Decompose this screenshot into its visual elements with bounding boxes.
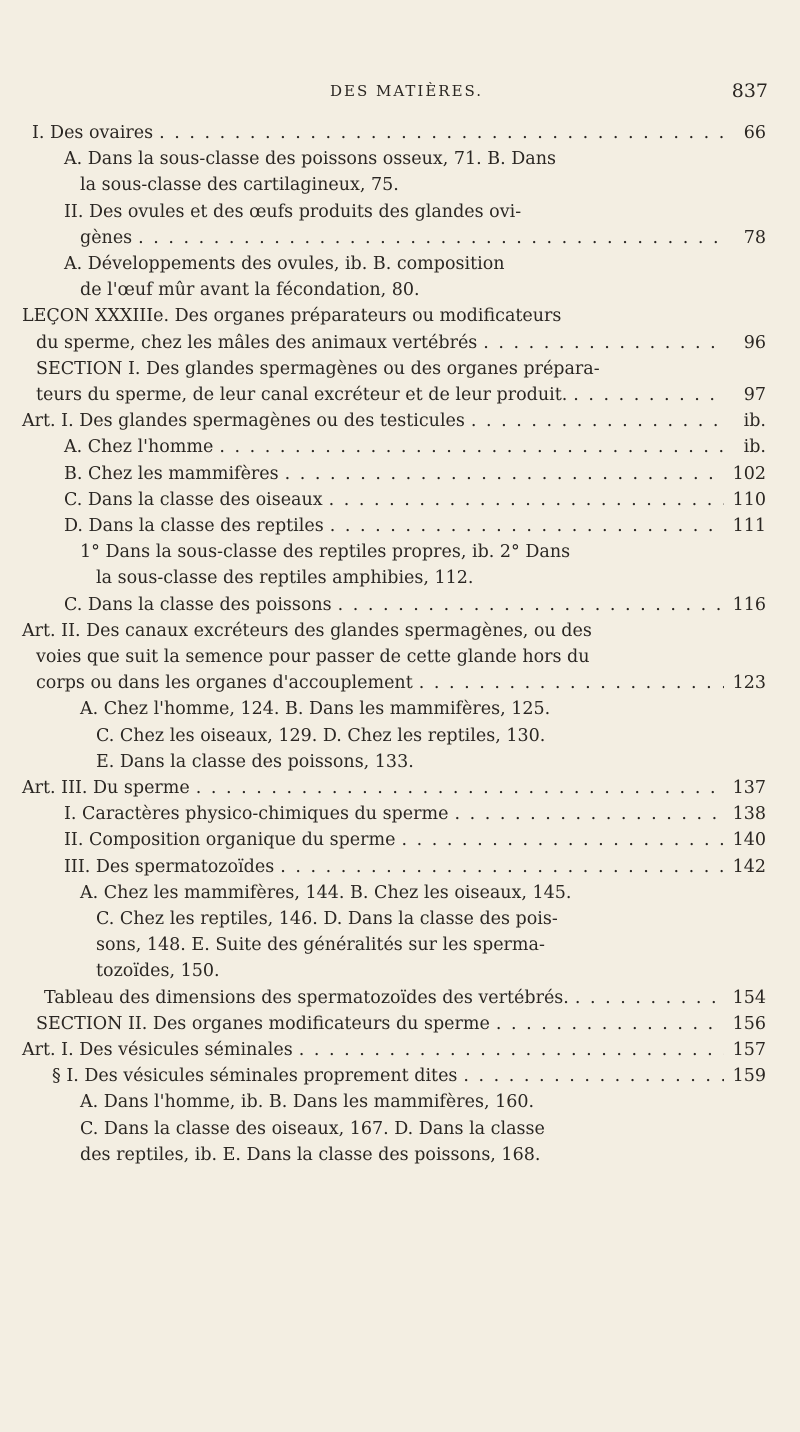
- toc-entry-text: C. Dans la classe des oiseaux, 167. D. Dans la classe: [80, 1118, 545, 1139]
- toc-entry-text: C. Chez les oiseaux, 129. D. Chez les reptiles, 130.: [96, 725, 546, 746]
- toc-entry-page: 138: [732, 804, 766, 825]
- leader-dots: [299, 1037, 724, 1063]
- toc-entry-text: Art. II. Des canaux excréteurs des glandes spermagènes, ou des: [22, 620, 592, 641]
- leader-dots: [285, 461, 724, 487]
- leader-dots: [138, 225, 724, 251]
- toc-entry: [64, 513, 766, 539]
- page-number: 837: [731, 80, 768, 102]
- toc-entry-text: Art. III. Du sperme: [22, 778, 190, 798]
- toc-entry: [44, 985, 766, 1011]
- toc-entry-page: 111: [732, 516, 766, 536]
- toc-entry-page: 102: [732, 463, 766, 484]
- leader-dots: [573, 382, 724, 408]
- running-title: DES MATIÈRES.: [330, 82, 484, 100]
- toc-entry-page: ib.: [743, 437, 766, 458]
- toc-entry-text: teurs du sperme, de leur canal excréteur et de leur produit.: [36, 385, 568, 405]
- toc-entry: [96, 565, 473, 591]
- toc-entry-text: C. Dans la classe des poissons: [64, 594, 332, 615]
- leader-dots: [496, 1011, 724, 1037]
- toc-entry-text: la sous-classe des cartilagineux, 75.: [80, 175, 399, 196]
- toc-entry-page: 97: [743, 385, 766, 405]
- toc-entry-text: C. Chez les reptiles, 146. D. Dans la classe des pois-: [96, 909, 558, 929]
- toc-entry: [22, 1037, 766, 1063]
- toc-entry: [64, 854, 766, 880]
- leader-dots: [483, 330, 724, 356]
- leader-dots: [330, 513, 724, 539]
- toc-entry: [64, 487, 766, 513]
- toc-entry: [36, 644, 590, 670]
- toc-entry-text: du sperme, chez les mâles des animaux vertébrés: [36, 332, 478, 353]
- toc-entry: [64, 434, 766, 460]
- toc-entry-text: la sous-classe des reptiles amphibies, 112.: [96, 568, 474, 589]
- toc-entry-text: B. Chez les mammifères: [64, 463, 279, 484]
- toc-entry-text: Art. I. Des vésicules séminales: [22, 1040, 293, 1060]
- toc-entry-page: 142: [732, 856, 766, 877]
- leader-dots: [196, 775, 724, 801]
- toc-entry-text: tozoïdes, 150.: [96, 961, 220, 982]
- toc-entry-text: D. Dans la classe des reptiles: [64, 516, 324, 536]
- toc-entry-text: Tableau des dimensions des spermatozoïdes des vertébrés.: [44, 987, 569, 1008]
- leader-dots: [401, 827, 724, 853]
- toc-entry-page: 116: [732, 594, 766, 615]
- leader-dots: [280, 854, 724, 880]
- toc-entry-text: gènes: [80, 227, 133, 248]
- toc-entry: [96, 906, 558, 932]
- toc-entry-page: 110: [732, 489, 766, 510]
- toc-entry-text: I. Caractères physico-chimiques du sperme: [64, 804, 449, 825]
- toc-entry-text: sons, 148. E. Suite des généralités sur les sperma-: [96, 935, 545, 956]
- leader-dots: [575, 985, 724, 1011]
- toc-entry: [36, 382, 766, 408]
- toc-entry: [64, 199, 521, 225]
- toc-entry-text: II. Composition organique du sperme: [64, 830, 396, 851]
- toc-entry-text: corps ou dans les organes d'accouplement: [36, 673, 413, 694]
- toc-entry: [22, 775, 766, 801]
- toc-entry-text: A. Développements des ovules, ib. B. composition: [64, 254, 505, 274]
- toc-entry: [80, 880, 571, 906]
- toc-entry-page: 157: [732, 1040, 766, 1060]
- toc-entry: [80, 172, 399, 198]
- toc-entry: [36, 356, 600, 382]
- toc-entry-text: I. Des ovaires: [32, 123, 154, 143]
- toc-entry-page: 123: [732, 673, 766, 694]
- toc-entry-text: § I. Des vésicules séminales proprement dites: [52, 1066, 458, 1087]
- toc-entry: [22, 408, 766, 434]
- leader-dots: [419, 670, 724, 696]
- toc-entry: [96, 932, 545, 958]
- toc-entry: [64, 801, 766, 827]
- toc-entry-page: ib.: [743, 411, 766, 432]
- leader-dots: [329, 487, 724, 513]
- toc-entry-text: E. Dans la classe des poissons, 133.: [96, 751, 414, 772]
- toc-entry-text: SECTION II. Des organes modificateurs du sperme: [36, 1013, 490, 1034]
- toc-entry-page: 66: [743, 123, 766, 143]
- toc-entry-text: voies que suit la semence pour passer de cette glande hors du: [36, 647, 590, 667]
- toc-entry: [96, 958, 220, 984]
- toc-entry-page: 154: [732, 987, 766, 1008]
- toc-entry-page: 140: [732, 830, 766, 851]
- toc-entry: [36, 670, 766, 696]
- leader-dots: [471, 408, 724, 434]
- leader-dots: [463, 1063, 724, 1089]
- toc-entry-page: 137: [732, 778, 766, 798]
- toc-entry: [80, 1089, 534, 1115]
- toc-entry-page: 156: [732, 1013, 766, 1034]
- toc-entry: [64, 461, 766, 487]
- toc-entry-text: A. Chez l'homme, 124. B. Dans les mammifères, 125.: [80, 699, 551, 720]
- toc-entry: [52, 1063, 766, 1089]
- toc-entry-text: A. Chez l'homme: [64, 437, 214, 458]
- toc-entry-text: Art. I. Des glandes spermagènes ou des testicules: [22, 411, 465, 432]
- toc-entry-text: A. Dans la sous-classe des poissons osseux, 71. B. Dans: [64, 149, 556, 170]
- page-header: [0, 80, 800, 110]
- toc-entry-text: A. Dans l'homme, ib. B. Dans les mammifères, 160.: [80, 1092, 535, 1113]
- leader-dots: [338, 592, 724, 618]
- leader-dots: [454, 801, 724, 827]
- toc-entry: [36, 330, 766, 356]
- toc-entry-text: 1° Dans la sous-classe des reptiles propres, ib. 2° Dans: [80, 542, 571, 563]
- toc-entry: [80, 1142, 540, 1168]
- toc-entry-text: de l'œuf mûr avant la fécondation, 80.: [80, 280, 420, 301]
- toc-entry: [96, 723, 545, 749]
- toc-entry-page: 96: [743, 332, 766, 353]
- toc-entry: [64, 251, 505, 277]
- toc-entry-text: des reptiles, ib. E. Dans la classe des poissons, 168.: [80, 1144, 541, 1165]
- toc-entry-text: LEÇON XXXIIIe. Des organes préparateurs ou modificateurs: [22, 306, 562, 327]
- toc-entry-text: A. Chez les mammifères, 144. B. Chez les oiseaux, 145.: [80, 882, 572, 903]
- toc-entry-text: C. Dans la classe des oiseaux: [64, 489, 323, 510]
- toc-entry: [64, 146, 556, 172]
- toc-entry: [32, 120, 766, 146]
- toc-entry: [80, 1116, 545, 1142]
- leader-dots: [159, 120, 724, 146]
- toc-entry-text: II. Des ovules et des œufs produits des glandes ovi-: [64, 201, 522, 222]
- toc-entry-text: III. Des spermatozoïdes: [64, 856, 275, 877]
- toc-entry: [22, 618, 592, 644]
- toc-entry: [22, 303, 561, 329]
- toc-entry: [96, 749, 414, 775]
- toc-entry: [36, 1011, 766, 1037]
- toc-entry-page: 159: [732, 1066, 766, 1087]
- toc-entry: [64, 592, 766, 618]
- toc-entry: [80, 539, 570, 565]
- toc-entry: [80, 696, 550, 722]
- toc-entry-page: 78: [743, 227, 766, 248]
- toc-entry: [64, 827, 766, 853]
- toc-entry-text: SECTION I. Des glandes spermagènes ou des organes prépara-: [36, 358, 600, 379]
- toc-entry: [80, 277, 420, 303]
- toc-entry: [80, 225, 766, 251]
- leader-dots: [219, 434, 724, 460]
